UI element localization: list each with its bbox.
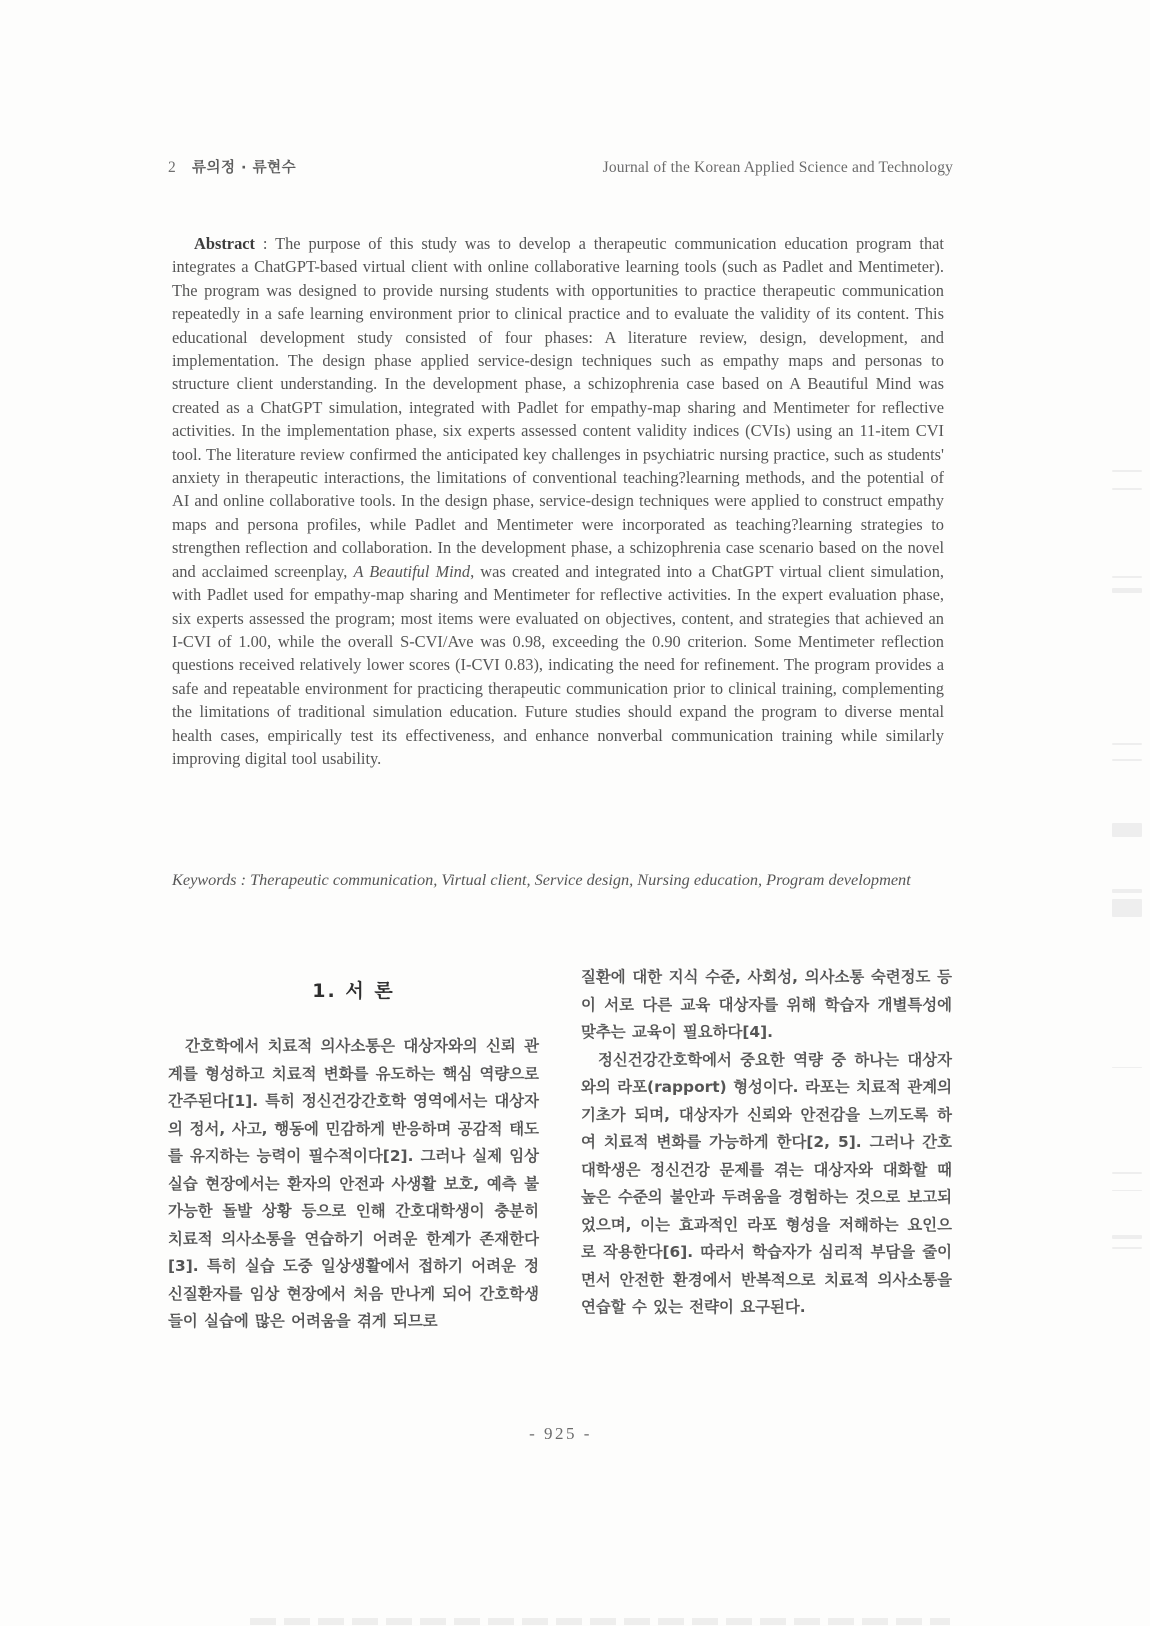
page-content-area [168, 0, 953, 1626]
abstract-section [172, 232, 944, 770]
body-columns [168, 964, 953, 1394]
running-head-left [168, 156, 296, 177]
keywords-section [172, 868, 944, 892]
keywords-separator: : [236, 870, 251, 889]
page-folio: - 925 - [529, 1424, 592, 1443]
body-column-left [168, 964, 539, 1394]
abstract-separator: : [255, 234, 276, 253]
section-heading-introduction: 1. 서 론 [312, 980, 395, 1002]
abstract-italic-work-title: A Beautiful Mind [353, 561, 471, 581]
keywords-list: Therapeutic communication, Virtual client, Service design, Nursing education, Program development [250, 870, 911, 889]
intro-paragraph-right-1: 질환에 대한 지식 수준, 사회성, 의사소통 숙련정도 등이 서로 다른 교육 대상자를 위해 학습자 개별특성에 맞추는 교육이 필요하다[4]. [581, 968, 952, 1041]
keywords-line [172, 868, 944, 892]
abstract-paragraph [172, 232, 944, 770]
intro-paragraph-left-1: 간호학에서 치료적 의사소통은 대상자와의 신뢰 관계를 형성하고 치료적 변화를 유도하는 핵심 역량으로 간주된다[1]. 특히 정신건강간호학 영역에서는 대상자의 정서, 사고, 행동에 민감하게 반응하며 공감적 태도를 유지하는 능력이 필수적이다[2]. 그러나 실제 임상실습 현장에서는 환자의 안전과 사생활 보호, 예측 불가능한 돌발 상황 등으로 인해 간호대학생이 충분히 치료적 의사소통을 연습하기 어려운 한계가 존재한다[3]. 특히 실습 도중 일상생활에서 접하기 어려운 정신질환자를 임상 현장에서 처음 만나게 되어 간호학생들이 실습에 많은 어려움을 겪게 되므로 [168, 1037, 539, 1330]
running-head-page-number: 2 [168, 159, 176, 176]
scan-bleed-artifact-right [1112, 470, 1142, 1160]
intro-paragraph-right-2: 정신건강간호학에서 중요한 역량 중 하나는 대상자와의 라포(rapport) 형성이다. 라포는 치료적 관계의 기초가 되며, 대상자가 신뢰와 안전감을 느끼도록 하여 치료적 변화를 가능하게 한다[2, 5]. 그러나 간호대학생은 정신건강 문제를 겪는 대상자와 대화할 때 높은 수준의 불안과 두려움을 경험하는 것으로 보고되었으며, 이는 효과적인 라포 형성을 저해하는 요인으로 작용한다[6]. 따라서 학습자가 심리적 부담을 줄이면서 안전한 환경에서 반복적으로 치료적 의사소통을 연습할 수 있는 전략이 요구된다. [581, 1050, 952, 1316]
abstract-text-part-1: The purpose of this study was to develop a therapeutic communication education program that integrates a ChatGPT-based virtual client with online collaborative learning tools (such as Padlet and Mentimeter). The program was designed to provide nursing students with opportunities to practice therapeutic communication repeatedly in a safe learning environment prior to clinical practice and to evaluate the validity of its content. This educational development study consisted of four phases: A literature review, design, development, and implementation. The design phase applied service-design techniques such as empathy maps and personas to structure client understanding. In the development phase, a schizophrenia case based on A Beautiful Mind was created as a ChatGPT simulation, integrated with Padlet for empathy-map sharing and Mentimeter for reflective activities. In the implementation phase, six experts assessed content validity indices (CVIs) using an 11-item CVI tool. The literature review confirmed the anticipated key challenges in psychiatric nursing practice, such as students' anxiety in therapeutic interactions, the limitations of conventional teaching?learning methods, and the potential of AI and online collaborative tools. In the design phase, service-design techniques were applied to construct empathy maps and persona profiles, while Padlet and Mentimeter were incorporated as teaching?learning strategies to strengthen reflection and collaboration. In the development phase, a schizophrenia case scenario based on the novel and acclaimed screenplay, [172, 234, 944, 581]
running-head-authors: 류의정 · 류현수 [191, 160, 297, 176]
body-column-right [581, 964, 952, 1394]
abstract-label: Abstract [194, 234, 255, 253]
keywords-label: Keywords [172, 870, 237, 889]
running-head [168, 156, 953, 178]
running-head-journal-title: Journal of the Korean Applied Science and Technology [602, 159, 953, 176]
abstract-text-part-2: , was created and integrated into a ChatGPT virtual client simulation, with Padlet used for empathy-map sharing and Mentimeter for reflective activities. In the expert evaluation phase, six experts assessed the program; most items were evaluated on objectives, content, and strategies that achieved an I-CVI of 1.00, while the overall S-CVI/Ave was 0.98, exceeding the 0.90 criterion. Some Mentimeter reflection questions received relatively lower scores (I-CVI 0.83), indicating the need for refinement. The program provides a safe and repeatable environment for practicing therapeutic communication prior to clinical training, complementing the limitations of traditional simulation education. Future studies should expand the program to diverse mental health cases, empirically test its effectiveness, and enhance nonverbal communication training while similarly improving digital tool usability. [172, 561, 944, 768]
